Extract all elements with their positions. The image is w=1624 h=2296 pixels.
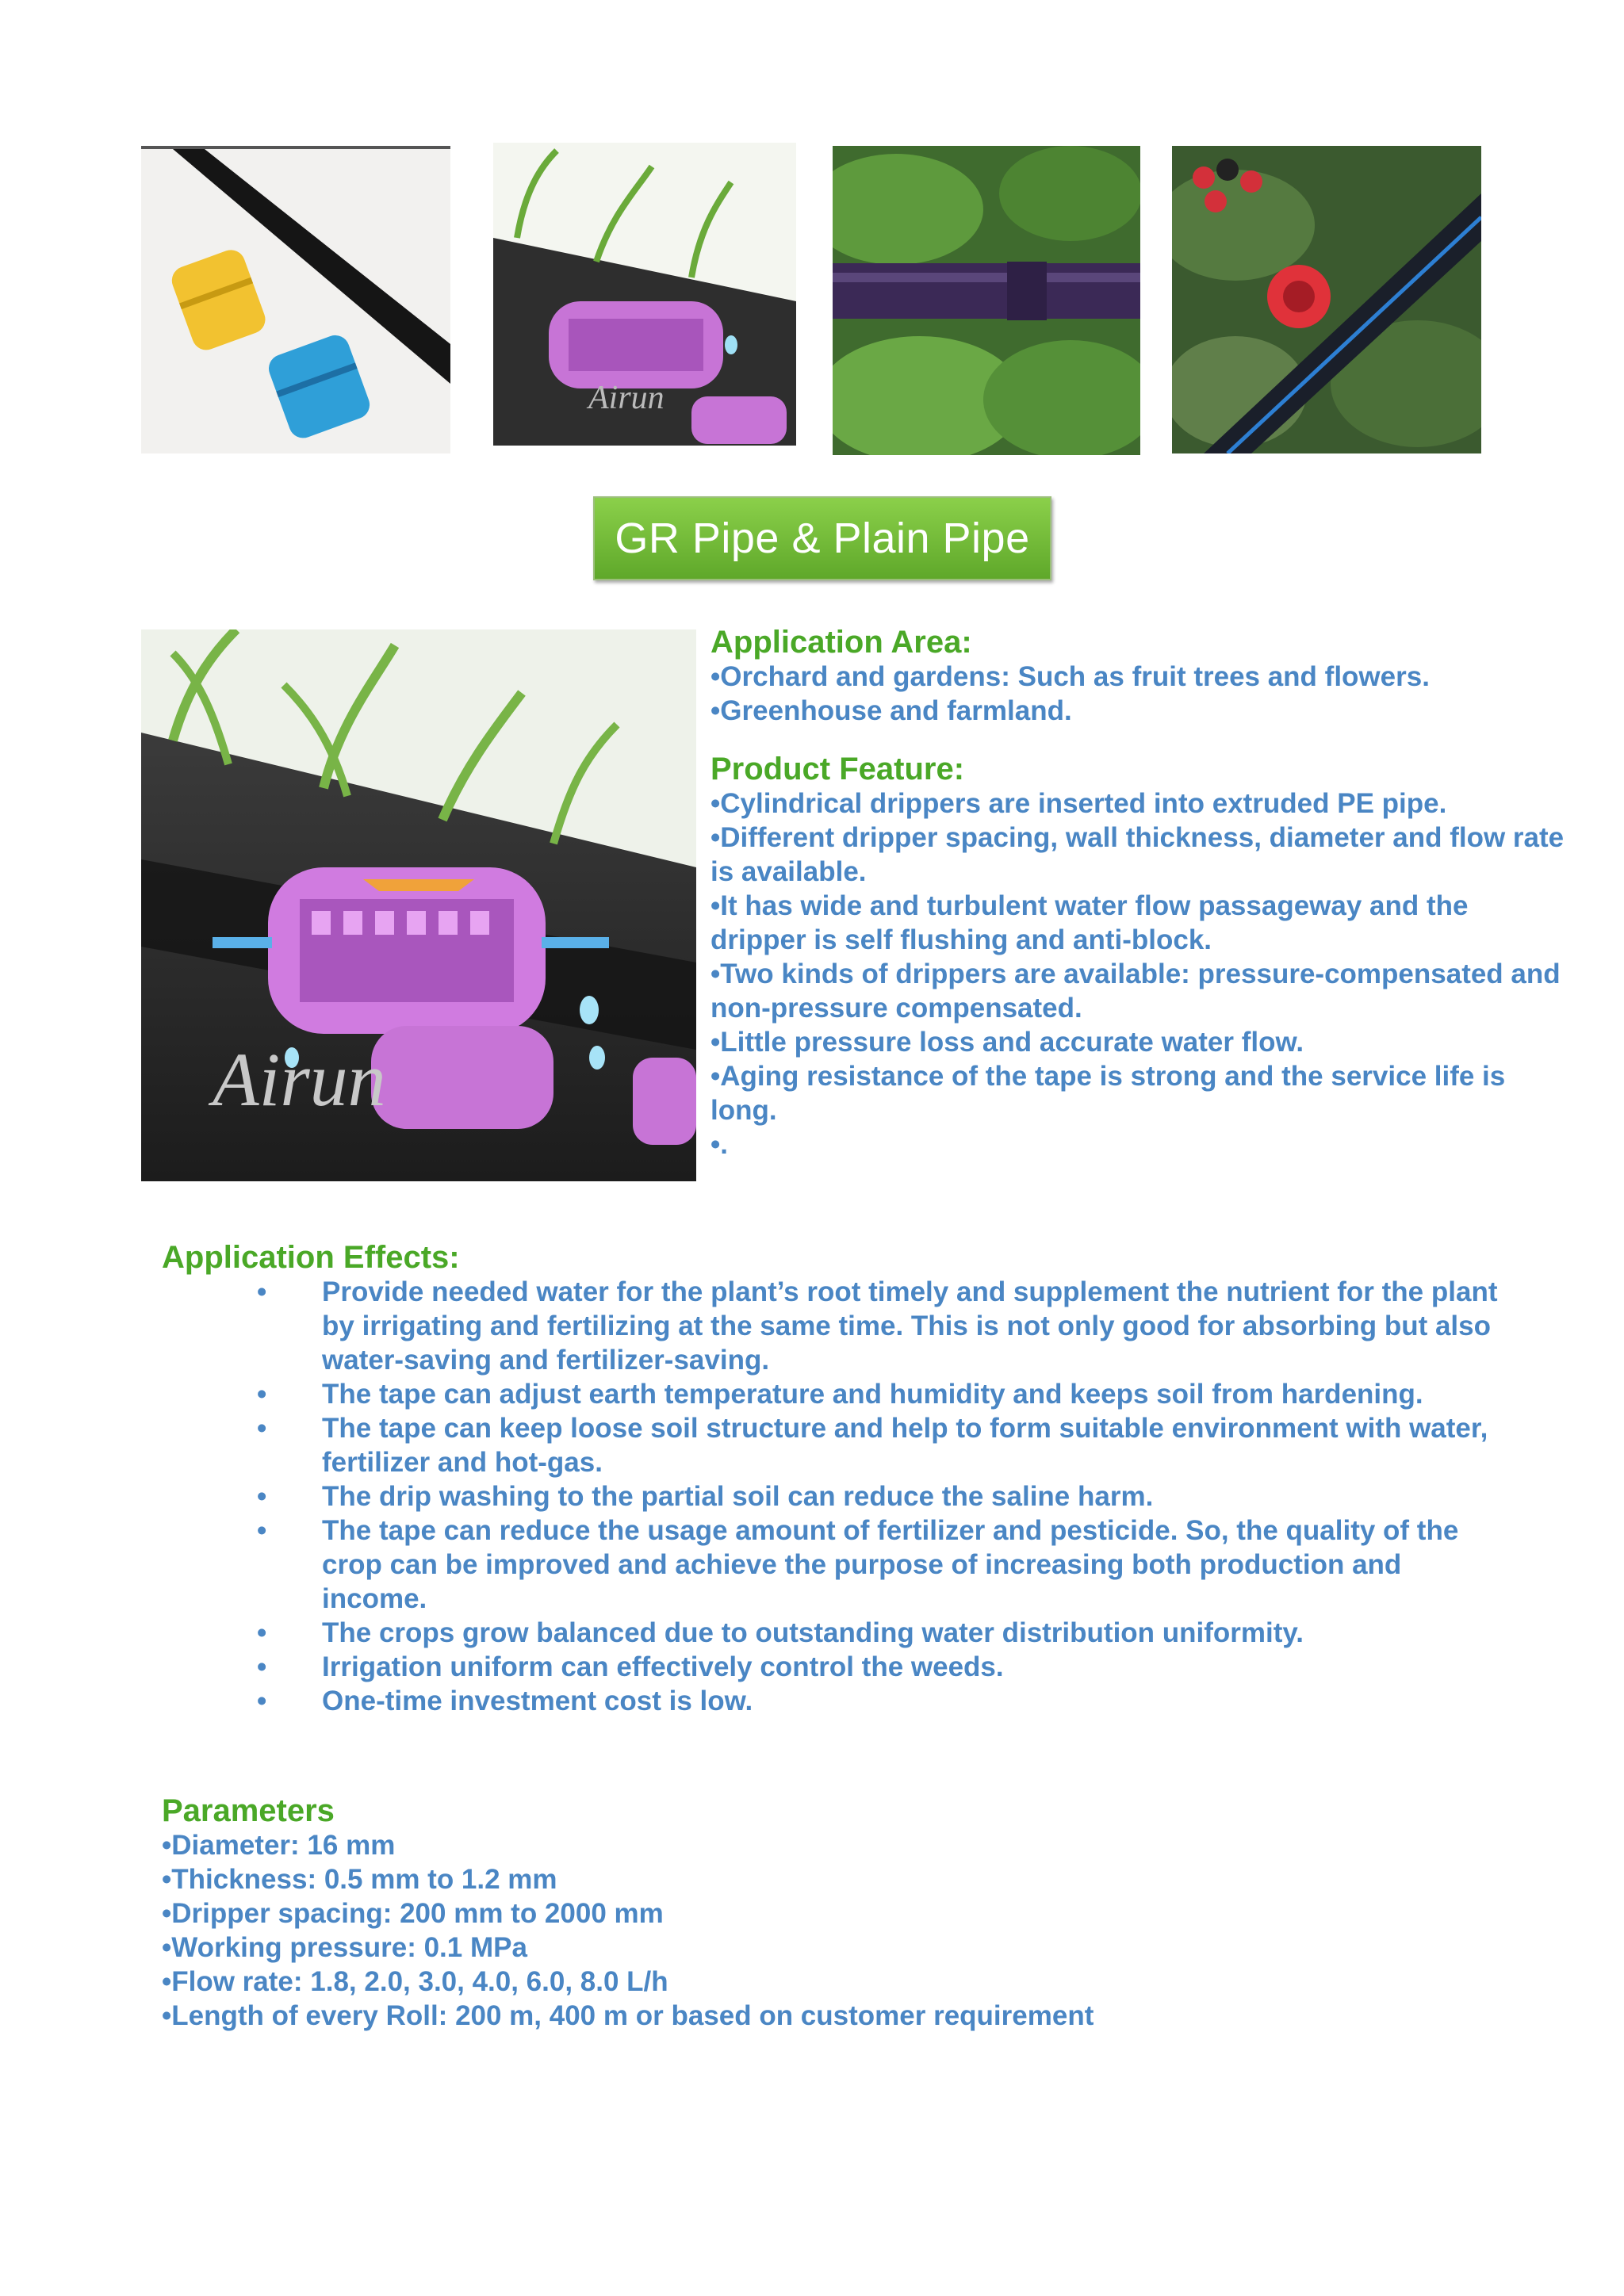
application-effects-section — [162, 1240, 1510, 1718]
parameter-item: •Length of every Roll: 200 m, 400 m or based on customer requirement — [162, 2000, 1094, 2031]
list-item: •. — [710, 1129, 728, 1160]
right-column — [710, 625, 1567, 1161]
product-feature-heading: Product Feature: — [710, 752, 965, 786]
bullet: • — [257, 1617, 267, 1648]
list-item: • The tape can reduce the usage amount of fertilizer and pesticide. So, the quality of the crop can be improved and achieve the purpose of increasing both production and income. — [257, 1515, 1459, 1614]
list-item: •Greenhouse and farmland. — [710, 695, 1072, 726]
parameter-item: •Flow rate: 1.8, 2.0, 3.0, 4.0, 6.0, 8.0 L/h — [162, 1966, 668, 1997]
hero-logo-text: Airun — [213, 1037, 386, 1122]
gallery-image-drippers — [141, 146, 450, 453]
list-item: • The tape can adjust earth temperature and humidity and keeps soil from hardening. — [257, 1379, 1423, 1410]
parameter-item: •Dripper spacing: 200 mm to 2000 mm — [162, 1898, 664, 1929]
list-item: •Cylindrical drippers are inserted into extruded PE pipe. — [710, 788, 1447, 819]
gallery-image-red-emitter — [1172, 146, 1481, 453]
bullet: • — [257, 1276, 267, 1307]
list-item: •Orchard and gardens: Such as fruit trees and flowers. — [710, 661, 1430, 692]
list-item: • The crops grow balanced due to outstanding water distribution uniformity. — [257, 1617, 1304, 1648]
list-item: • The drip washing to the partial soil can reduce the saline harm. — [257, 1481, 1154, 1512]
gallery-image-purple-pipe — [833, 146, 1140, 455]
bullet: • — [257, 1481, 267, 1512]
parameter-item: •Working pressure: 0.1 MPa — [162, 1932, 527, 1963]
parameter-item: •Diameter: 16 mm — [162, 1830, 396, 1861]
list-item: • The tape can keep loose soil structure and help to form suitable environment with water, fertilizer and hot-gas. — [257, 1413, 1488, 1478]
parameter-item: •Thickness: 0.5 mm to 1.2 mm — [162, 1864, 557, 1895]
list-item: • Provide needed water for the plant’s root timely and supplement the nutrient for the plant by irrigating and fertilizing at the same time. This is not only good for absorbing but also water-saving and fertilizer-saving. — [257, 1276, 1498, 1376]
list-item: •Aging resistance of the tape is strong and the service life is long. — [710, 1061, 1506, 1126]
parameters-heading: Parameters — [162, 1793, 335, 1828]
bullet: • — [257, 1515, 267, 1546]
application-effects-list — [162, 1275, 1510, 1718]
bullet: • — [257, 1379, 267, 1410]
hero-dripper-illustration — [141, 629, 696, 1181]
list-item: • Irrigation uniform can effectively control the weeds. — [257, 1651, 1004, 1682]
application-area-heading: Application Area: — [710, 625, 972, 660]
gallery-image-cutaway — [493, 143, 796, 446]
bullet: • — [257, 1413, 267, 1444]
list-item: •It has wide and turbulent water flow passageway and the dripper is self flushing and anti-block. — [710, 890, 1469, 955]
list-item: •Different dripper spacing, wall thickness, diameter and flow rate is available. — [710, 822, 1565, 887]
list-item: • One-time investment cost is low. — [257, 1686, 753, 1716]
list-item: •Little pressure loss and accurate water flow. — [710, 1027, 1304, 1058]
parameters-section — [162, 1793, 1510, 2033]
svg-text:Airun: Airun — [588, 380, 665, 416]
page-title: GR Pipe & Plain Pipe — [593, 496, 1051, 580]
bullet: • — [257, 1651, 267, 1682]
bullet: • — [257, 1686, 267, 1716]
application-effects-heading: Application Effects: — [162, 1240, 460, 1275]
list-item: •Two kinds of drippers are available: pressure-compensated and non-pressure compensated. — [710, 959, 1561, 1024]
